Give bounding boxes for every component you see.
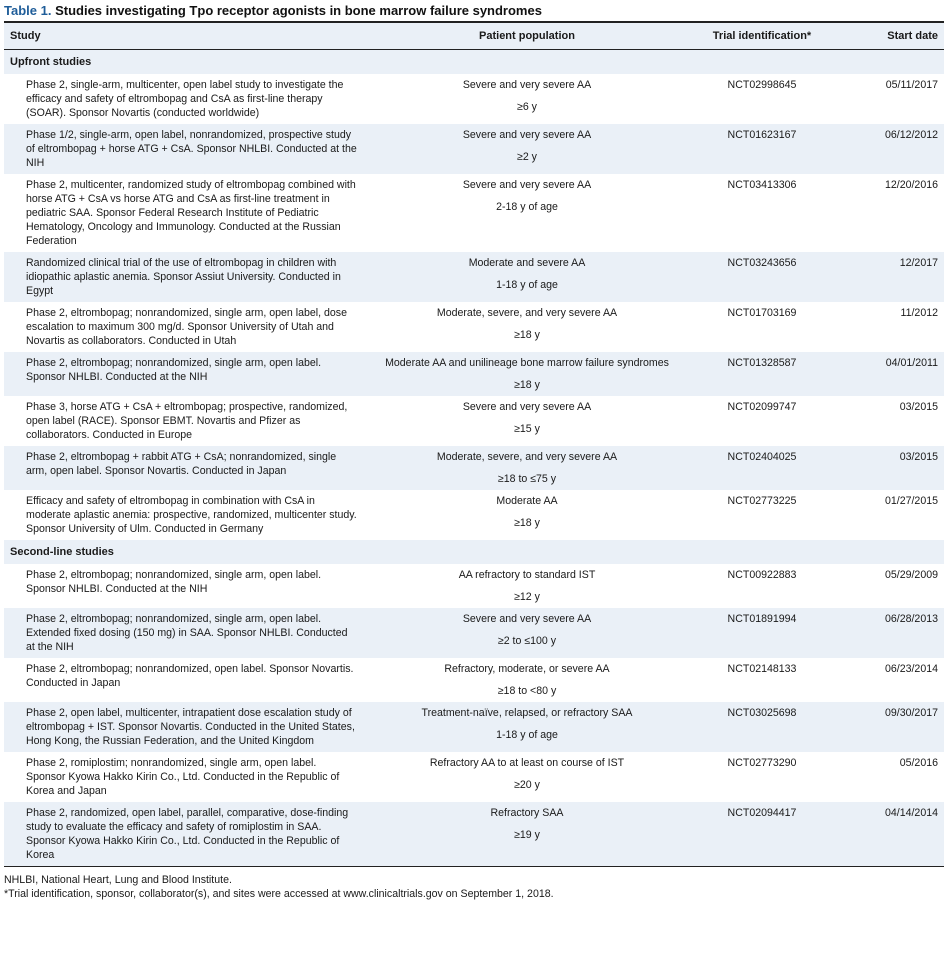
cell-study: Phase 2, eltrombopag; nonrandomized, single arm, open label, dose escalation to maximum 300 mg/d. Sponsor University of Utah and Novartis as collaborators. Conducted in Utah xyxy=(26,307,347,347)
population-age-criterion: 1-18 y of age xyxy=(496,729,558,741)
cell-start-date: 06/23/2014 xyxy=(884,663,938,675)
cell-patient-population xyxy=(368,352,686,396)
footnote-source: *Trial identification, sponsor, collaborator(s), and sites were accessed at www.clinicaltrials.gov on September 1, 2018. xyxy=(4,888,554,900)
population-description: Severe and very severe AA xyxy=(462,179,592,191)
cell-trial-identification: NCT01623167 xyxy=(727,129,797,141)
cell-trial-identification: NCT01328587 xyxy=(727,357,797,369)
table-row xyxy=(4,564,944,608)
table-row xyxy=(4,302,944,352)
cell-trial-identification: NCT03413306 xyxy=(727,179,797,191)
cell-study: Phase 2, eltrombopag; nonrandomized, single arm, open label. Sponsor NHLBI. Conducted at the NIH xyxy=(26,357,322,383)
cell-trial-identification: NCT02148133 xyxy=(727,663,797,675)
table-row xyxy=(4,608,944,658)
cell-start-date: 06/28/2013 xyxy=(884,613,938,625)
cell-start-date: 05/2016 xyxy=(899,757,938,769)
population-description: Moderate AA xyxy=(496,495,558,507)
cell-patient-population xyxy=(368,564,686,608)
cell-patient-population xyxy=(368,490,686,540)
table-row xyxy=(4,74,944,124)
cell-patient-population xyxy=(368,302,686,352)
cell-start-date: 01/27/2015 xyxy=(884,495,938,507)
population-description: Severe and very severe AA xyxy=(462,401,592,413)
population-description: Severe and very severe AA xyxy=(462,613,592,625)
population-description: Moderate, severe, and very severe AA xyxy=(436,451,618,463)
footnote-abbreviation: NHLBI, National Heart, Lung and Blood Institute. xyxy=(4,874,232,886)
population-description: Moderate and severe AA xyxy=(468,257,586,269)
population-age-criterion: ≥20 y xyxy=(514,779,540,791)
cell-study: Phase 3, horse ATG + CsA + eltrombopag; prospective, randomized, open label (RACE). Sponsor EBMT. Novartis and Pfizer as collaborators. Conducted in Europe xyxy=(26,401,348,441)
population-description: Moderate, severe, and very severe AA xyxy=(436,307,618,319)
table-caption xyxy=(4,3,944,19)
cell-patient-population xyxy=(368,252,686,302)
cell-trial-identification: NCT01703169 xyxy=(727,307,797,319)
table-title: Studies investigating Tpo receptor agonists in bone marrow failure syndromes xyxy=(55,3,542,18)
table-label: Table 1. xyxy=(4,3,52,18)
cell-study: Phase 2, single-arm, multicenter, open label study to investigate the efficacy and safety of eltrombopag and CsA as first-line therapy (SOAR). Sponsor Novartis (conducted worldwide) xyxy=(26,79,344,119)
cell-patient-population xyxy=(368,802,686,867)
section-title: Second-line studies xyxy=(10,546,114,558)
cell-trial-identification: NCT02094417 xyxy=(727,807,797,819)
cell-study: Randomized clinical trial of the use of eltrombopag in children with idiopathic aplastic anemia. Sponsor Assiut University. Conducted in Egypt xyxy=(26,257,341,297)
cell-trial-identification: NCT02773290 xyxy=(727,757,797,769)
cell-study: Efficacy and safety of eltrombopag in combination with CsA in moderate aplastic anemia: prospective, randomized, multicenter study. Sponsor University of Ulm. Conducted in Germany xyxy=(26,495,357,535)
population-age-criterion: 2-18 y of age xyxy=(496,201,558,213)
table-row xyxy=(4,174,944,252)
population-description: Treatment-naïve, relapsed, or refractory SAA xyxy=(421,707,633,719)
population-description: Refractory AA to at least on course of IST xyxy=(429,757,625,769)
population-age-criterion: ≥18 to <80 y xyxy=(497,685,557,697)
cell-start-date: 05/29/2009 xyxy=(884,569,938,581)
cell-trial-identification: NCT02404025 xyxy=(727,451,797,463)
population-age-criterion: ≥15 y xyxy=(514,423,540,435)
cell-start-date: 11/2012 xyxy=(900,307,938,319)
population-age-criterion: ≥2 to ≤100 y xyxy=(497,635,557,647)
cell-start-date: 03/2015 xyxy=(899,401,938,413)
cell-study: Phase 2, eltrombopag + rabbit ATG + CsA; nonrandomized, single arm, open label. Sponsor Novartis. Conducted in Japan xyxy=(26,451,337,477)
cell-start-date: 12/20/2016 xyxy=(884,179,938,191)
population-age-criterion: ≥18 y xyxy=(514,517,540,529)
cell-start-date: 03/2015 xyxy=(899,451,938,463)
population-age-criterion: ≥18 y xyxy=(514,329,540,341)
cell-study: Phase 2, eltrombopag; nonrandomized, single arm, open label. Extended fixed dosing (150 mg) in SAA. Sponsor NHLBI. Conducted at the NIH xyxy=(26,613,348,653)
table-row xyxy=(4,396,944,446)
cell-trial-identification: NCT03025698 xyxy=(727,707,797,719)
population-description: Refractory, moderate, or severe AA xyxy=(444,663,610,675)
cell-study: Phase 2, eltrombopag; nonrandomized, single arm, open label. Sponsor NHLBI. Conducted at the NIH xyxy=(26,569,322,595)
table-footnotes xyxy=(4,873,944,901)
cell-patient-population xyxy=(368,446,686,490)
cell-study: Phase 2, multicenter, randomized study of eltrombopag combined with horse ATG + CsA vs horse ATG and CsA as first-line treatment in pediatric SAA. Sponsor Federal Research Institute of Pediatric Hematology, Oncology and Immunology. Conducted at the Russian Federation xyxy=(26,179,356,247)
cell-study: Phase 2, romiplostim; nonrandomized, single arm, open label. Sponsor Kyowa Hakko Kirin Co., Ltd. Conducted in the Republic of Korea and Japan xyxy=(26,757,340,797)
population-age-criterion: ≥19 y xyxy=(514,829,540,841)
cell-patient-population xyxy=(368,752,686,802)
cell-patient-population xyxy=(368,396,686,446)
table-row xyxy=(4,490,944,540)
table-row xyxy=(4,658,944,702)
header-study: Study xyxy=(10,30,41,42)
table-row xyxy=(4,802,944,867)
cell-patient-population xyxy=(368,608,686,658)
cell-trial-identification: NCT00922883 xyxy=(727,569,797,581)
cell-patient-population xyxy=(368,174,686,252)
cell-trial-identification: NCT02998645 xyxy=(727,79,797,91)
population-age-criterion: ≥18 to ≤75 y xyxy=(497,473,557,485)
cell-patient-population xyxy=(368,74,686,124)
population-age-criterion: ≥12 y xyxy=(514,591,540,603)
population-description: Moderate AA and unilineage bone marrow failure syndromes xyxy=(385,357,669,369)
table-row xyxy=(4,352,944,396)
section-row xyxy=(4,540,944,564)
header-patient-population: Patient population xyxy=(479,30,575,42)
cell-patient-population xyxy=(368,658,686,702)
studies-table xyxy=(4,21,944,867)
cell-start-date: 05/11/2017 xyxy=(885,79,938,91)
population-description: Severe and very severe AA xyxy=(462,79,592,91)
cell-start-date: 12/2017 xyxy=(899,257,938,269)
cell-start-date: 04/01/2011 xyxy=(885,357,938,369)
population-age-criterion: ≥18 y xyxy=(514,379,540,391)
section-row xyxy=(4,50,944,75)
cell-patient-population xyxy=(368,702,686,752)
table-row xyxy=(4,252,944,302)
cell-study: Phase 2, randomized, open label, parallel, comparative, dose-finding study to evaluate the efficacy and safety of romiplostim in SAA. Sponsor Kyowa Hakko Kirin Co., Ltd. Conducted in the Republic of Korea xyxy=(26,807,349,861)
population-age-criterion: ≥6 y xyxy=(517,101,537,113)
cell-start-date: 09/30/2017 xyxy=(884,707,938,719)
population-age-criterion: 1-18 y of age xyxy=(496,279,558,291)
cell-study: Phase 1/2, single-arm, open label, nonrandomized, prospective study of eltrombopag + horse ATG + CsA. Sponsor NHLBI. Conducted at the NIH xyxy=(26,129,357,169)
table-body xyxy=(4,50,944,867)
section-title: Upfront studies xyxy=(10,56,92,68)
cell-patient-population xyxy=(368,124,686,174)
cell-trial-identification: NCT03243656 xyxy=(727,257,797,269)
population-description: Refractory SAA xyxy=(490,807,564,819)
header-start-date: Start date xyxy=(887,30,938,42)
table-row xyxy=(4,124,944,174)
cell-trial-identification: NCT02099747 xyxy=(727,401,797,413)
population-description: Severe and very severe AA xyxy=(462,129,592,141)
table-row xyxy=(4,752,944,802)
table-row xyxy=(4,702,944,752)
cell-trial-identification: NCT01891994 xyxy=(727,613,797,625)
cell-study: Phase 2, eltrombopag; nonrandomized, open label. Sponsor Novartis. Conducted in Japan xyxy=(26,663,354,689)
cell-study: Phase 2, open label, multicenter, intrapatient dose escalation study of eltrombopag + IST. Sponsor Novartis. Conducted in the United States, Hong Kong, the Russian Federation, and the United Kingdom xyxy=(26,707,355,747)
population-description: AA refractory to standard IST xyxy=(458,569,596,581)
cell-start-date: 06/12/2012 xyxy=(884,129,938,141)
cell-trial-identification: NCT02773225 xyxy=(727,495,797,507)
cell-start-date: 04/14/2014 xyxy=(884,807,938,819)
table-row xyxy=(4,446,944,490)
header-trial-identification: Trial identification* xyxy=(712,30,812,42)
population-age-criterion: ≥2 y xyxy=(517,151,537,163)
table-header xyxy=(4,22,944,50)
